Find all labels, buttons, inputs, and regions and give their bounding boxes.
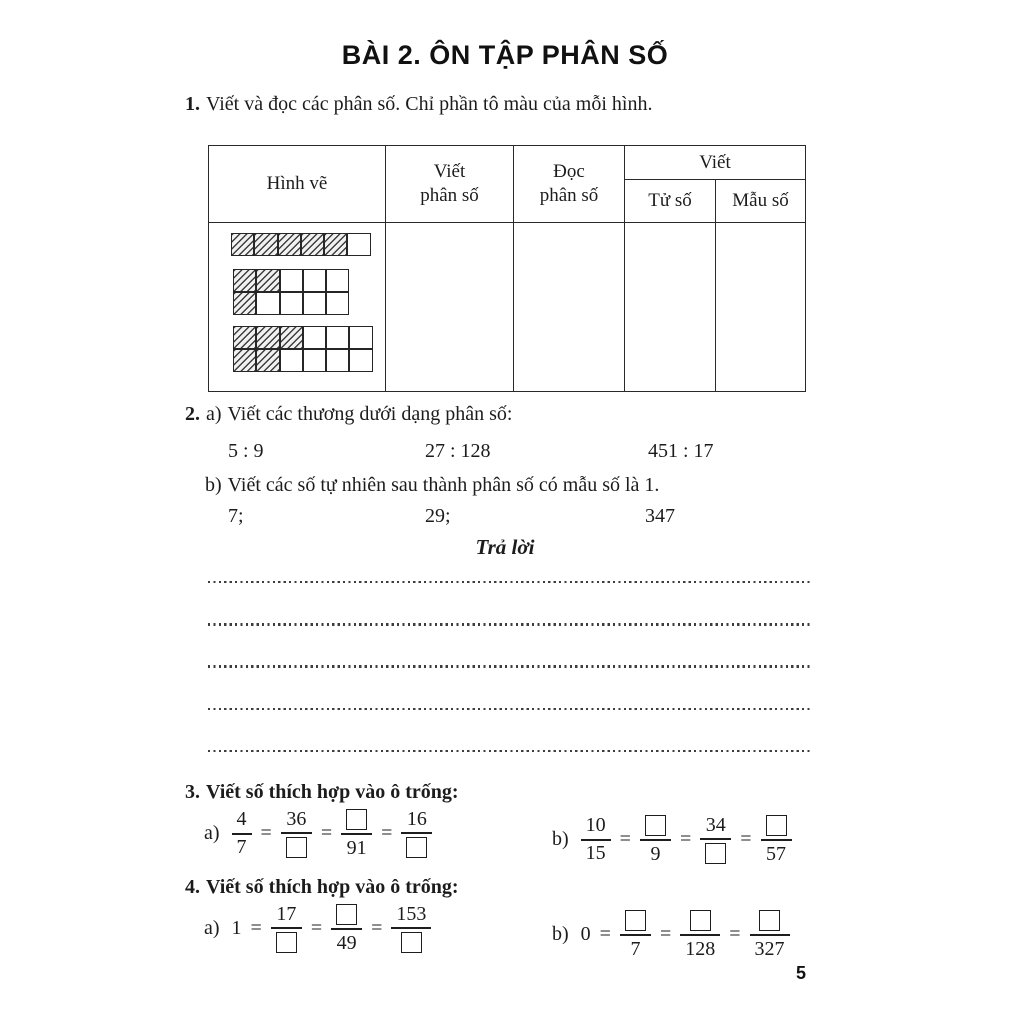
blank-box <box>766 815 787 836</box>
exercise2b-label: b) <box>205 474 222 496</box>
denominator: 15 <box>585 842 606 864</box>
denominator: 91 <box>346 836 367 859</box>
blank-box <box>705 843 726 864</box>
empty-cell <box>349 349 372 372</box>
exercise4b-terms <box>581 907 790 962</box>
numerator: 10 <box>585 814 606 836</box>
empty-cell <box>256 292 279 315</box>
fraction-bar <box>271 927 302 929</box>
number: 1 <box>231 917 242 939</box>
number: 0 <box>580 923 591 945</box>
empty-cell <box>349 326 372 349</box>
fraction <box>640 812 671 867</box>
blank-box <box>645 815 666 836</box>
empty-cell <box>326 326 349 349</box>
dotted-answer-line <box>208 623 811 625</box>
exercise3-number: 3. <box>185 781 200 803</box>
denominator: 327 <box>754 937 785 960</box>
empty-cell <box>347 233 370 256</box>
dotted-answer-line <box>208 708 811 710</box>
shaded-cell <box>233 269 256 292</box>
exercise4-number: 4. <box>185 876 200 898</box>
equals-sign: = <box>619 828 631 850</box>
denominator: 9 <box>650 842 661 865</box>
empty-cell <box>326 292 349 315</box>
empty-cell <box>326 269 349 292</box>
answer-section-title: Trả lời <box>475 535 535 559</box>
denominator: 128 <box>685 937 716 960</box>
header-mau-so: Mẫu số <box>732 190 789 211</box>
header-viet-phan-so-line2: phân số <box>420 185 479 206</box>
fraction-figure <box>233 269 349 315</box>
exercise1-heading <box>185 93 652 116</box>
empty-cell <box>303 292 326 315</box>
denominator: 7 <box>236 836 247 858</box>
shaded-cell <box>233 326 256 349</box>
exercise2b-item-2: 29; <box>425 505 451 527</box>
header-tu-so: Tử số <box>625 180 716 222</box>
fraction-bar <box>281 832 312 834</box>
empty-cell-mau-so <box>716 223 805 391</box>
fraction <box>750 907 790 962</box>
empty-cell <box>303 326 326 349</box>
equals-sign: = <box>260 822 272 844</box>
blank-box <box>346 809 367 830</box>
denominator: 57 <box>766 842 787 865</box>
fraction-bar <box>391 927 431 929</box>
shaded-cell <box>301 233 324 256</box>
denominator: 7 <box>630 937 641 960</box>
shaded-cell <box>233 292 256 315</box>
exercise4b-equation <box>552 907 790 962</box>
empty-cell <box>326 349 349 372</box>
empty-cell <box>280 349 303 372</box>
shaded-cell <box>256 269 279 292</box>
shaded-cell <box>256 349 279 372</box>
header-doc-phan-so <box>514 146 625 222</box>
exercise3a-label: a) <box>204 822 220 844</box>
fraction-figure <box>231 233 371 256</box>
blank-box <box>406 837 427 858</box>
numerator: 4 <box>236 808 247 830</box>
fraction <box>620 907 651 962</box>
shaded-cell <box>278 233 301 256</box>
header-viet-subrow <box>625 180 805 222</box>
exercise2a-item-2: 27 : 128 <box>425 440 491 462</box>
exercise3-heading <box>185 781 465 804</box>
exercise3b-equation <box>552 812 792 867</box>
fraction <box>331 901 362 956</box>
shaded-cell <box>254 233 277 256</box>
empty-cell-tu-so <box>625 223 716 391</box>
exercise1-number: 1. <box>185 93 200 115</box>
empty-cell-doc-phan-so <box>514 223 625 391</box>
shaded-cell <box>231 233 254 256</box>
empty-cell <box>280 269 303 292</box>
empty-cell <box>303 269 326 292</box>
exercise3a-equation <box>204 806 432 861</box>
header-viet: Viết <box>625 146 805 180</box>
fraction <box>281 806 312 861</box>
fraction <box>232 807 252 861</box>
fraction <box>401 806 432 861</box>
equals-sign: = <box>679 828 692 850</box>
dotted-answer-line <box>208 581 811 583</box>
header-hinh-ve: Hình vẽ <box>209 146 386 222</box>
page-title: BÀI 2. ÔN TẬP PHÂN SỐ <box>341 40 669 70</box>
exercise2-number: 2. <box>185 403 200 425</box>
exercise2b-item-3: 347 <box>645 505 675 527</box>
exercise2a-text: Viết các thương dưới dạng phân số: <box>227 403 513 425</box>
numerator: 17 <box>276 902 297 925</box>
equals-sign: = <box>250 917 262 939</box>
exercise2b-item-1: 7; <box>228 505 244 527</box>
exercise2b-heading <box>205 474 659 497</box>
exercise2b-text: Viết các số tự nhiên sau thành phân số có mẫu số là 1. <box>227 474 660 496</box>
blank-box <box>401 932 422 953</box>
equals-sign: = <box>310 917 323 939</box>
equals-sign: = <box>371 917 383 939</box>
equals-sign: = <box>599 923 611 945</box>
blank-box <box>625 910 646 931</box>
empty-cell-viet-phan-so <box>386 223 514 391</box>
exercise4-heading <box>185 876 465 899</box>
blank-box <box>276 932 297 953</box>
exercise4a-label: a) <box>204 917 220 939</box>
exercise4a-terms <box>232 901 432 956</box>
blank-box <box>759 910 780 931</box>
blank-box <box>690 910 711 931</box>
blank-box <box>286 837 307 858</box>
header-viet-phan-so <box>386 146 514 222</box>
fraction <box>581 813 611 867</box>
dotted-lines <box>208 581 811 792</box>
fraction-figure <box>233 326 373 372</box>
exercise3-text: Viết số thích hợp vào ô trống: <box>206 781 459 803</box>
shaded-cell <box>324 233 347 256</box>
blank-box <box>336 904 357 925</box>
denominator: 49 <box>336 931 357 954</box>
shaded-cell <box>233 349 256 372</box>
fraction <box>391 901 431 956</box>
exercise1-text: Viết và đọc các phân số. Chỉ phần tô màu của mỗi hình. <box>206 93 653 115</box>
equals-sign: = <box>320 822 333 844</box>
equals-sign: = <box>659 923 672 945</box>
header-doc-phan-so-line2: phân số <box>539 185 599 206</box>
exercise4-text: Viết số thích hợp vào ô trống: <box>206 876 459 898</box>
exercise2a-item-3: 451 : 17 <box>648 440 714 462</box>
fraction <box>680 907 720 962</box>
exercise3a-terms <box>232 806 433 861</box>
numerator: 34 <box>705 813 726 836</box>
exercise4a-equation <box>204 901 431 956</box>
shaded-cell <box>256 326 279 349</box>
equals-sign: = <box>740 828 752 850</box>
exercise3b-terms <box>581 812 792 867</box>
empty-cell <box>280 292 303 315</box>
dotted-answer-line <box>208 665 811 667</box>
numerator: 16 <box>406 807 427 830</box>
equals-sign: = <box>729 923 741 945</box>
numerator: 153 <box>396 902 427 925</box>
dotted-answer-line <box>208 750 811 752</box>
fraction-bar <box>700 838 731 840</box>
table-body-row <box>209 223 805 391</box>
exercise3b-label: b) <box>552 828 569 850</box>
page-number: 5 <box>796 963 807 983</box>
exercise4b-label: b) <box>552 923 569 945</box>
shaded-cell <box>280 326 303 349</box>
fraction-table <box>208 145 806 392</box>
fraction <box>700 812 731 867</box>
fraction <box>271 901 302 956</box>
fraction <box>761 812 792 867</box>
header-viet-phan-so-line1: Viết <box>433 161 466 183</box>
exercise2a-heading <box>185 403 512 426</box>
fraction <box>341 806 372 861</box>
header-viet-group <box>625 146 805 222</box>
empty-cell <box>303 349 326 372</box>
figures <box>209 223 386 391</box>
table-header-row <box>209 146 805 223</box>
equals-sign: = <box>381 822 393 844</box>
numerator: 36 <box>286 807 307 830</box>
fraction-bar <box>401 832 432 834</box>
exercise2a-label: a) <box>206 403 222 425</box>
exercise2a-item-1: 5 : 9 <box>228 440 264 462</box>
header-doc-phan-so-line1: Đọc <box>553 161 585 183</box>
